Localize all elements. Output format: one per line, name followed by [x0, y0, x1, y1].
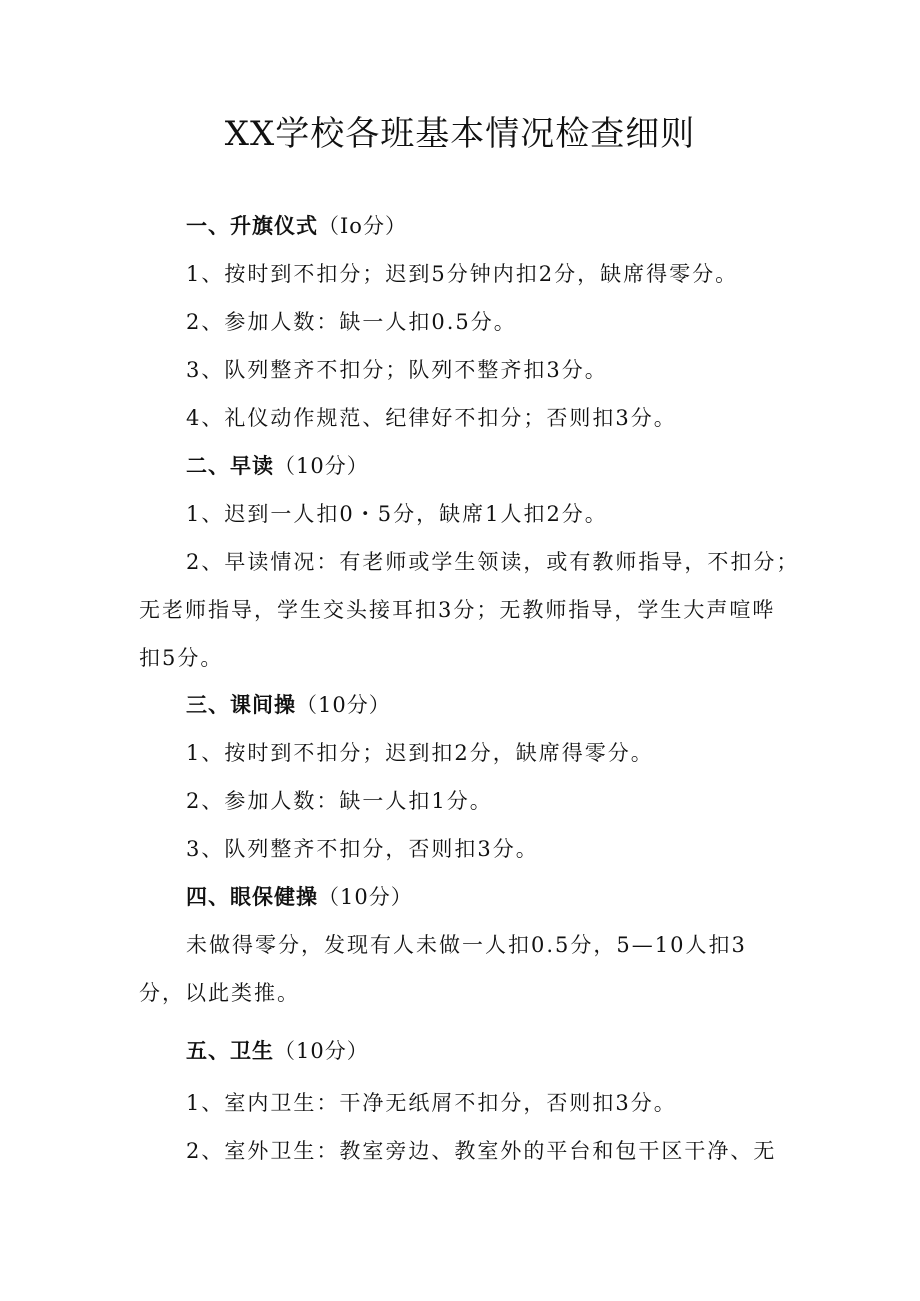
rule-item: 1、迟到一人扣0・5分，缺席1人扣2分。	[186, 502, 608, 526]
section-heading	[186, 451, 369, 481]
section-score: （10分）	[318, 885, 413, 909]
rule-item: 1、室内卫生：干净无纸屑不扣分，否则扣3分。	[186, 1091, 677, 1115]
section-title: 五、卫生	[186, 1039, 274, 1063]
rule-item: 4、礼仪动作规范、纪律好不扣分；否则扣3分。	[186, 406, 677, 430]
section-heading	[186, 690, 391, 720]
section-score: （10分）	[274, 454, 369, 478]
section-heading	[186, 1036, 369, 1066]
document-title: XX学校各班基本情况检查细则	[224, 114, 696, 154]
rule-item: 1、按时到不扣分；迟到扣2分，缺席得零分。	[186, 741, 654, 765]
section-title: 一、升旗仪式	[186, 214, 318, 238]
rule-item-continued: 分，以此类推。	[139, 981, 300, 1005]
section-title: 四、眼保健操	[186, 885, 318, 909]
rule-item: 3、队列整齐不扣分；队列不整齐扣3分。	[186, 358, 608, 382]
section-score: （10分）	[274, 1039, 369, 1063]
rule-item-continued: 无老师指导，学生交头接耳扣3分；无教师指导，学生大声喧哗	[139, 598, 776, 622]
rule-item: 2、参加人数：缺一人扣0.5分。	[186, 310, 517, 334]
section-title: 二、早读	[186, 454, 274, 478]
section-score: （10分）	[296, 693, 391, 717]
section-title: 三、课间操	[186, 693, 296, 717]
rule-item: 2、室外卫生：教室旁边、教室外的平台和包干区干净、无	[186, 1139, 777, 1163]
section-heading	[186, 211, 407, 241]
rule-item: 1、按时到不扣分；迟到5分钟内扣2分，缺席得零分。	[186, 262, 739, 286]
section-heading	[186, 882, 413, 912]
rule-item: 3、队列整齐不扣分，否则扣3分。	[186, 837, 539, 861]
rule-item: 2、参加人数：缺一人扣1分。	[186, 789, 493, 813]
section-score: （Io分）	[318, 214, 407, 238]
rule-item-continued: 扣5分。	[139, 646, 224, 670]
rule-item: 2、早读情况：有老师或学生领读，或有教师指导，不扣分；	[186, 550, 800, 574]
rule-item: 未做得零分，发现有人未做一人扣0.5分，5—10人扣3	[186, 933, 747, 957]
